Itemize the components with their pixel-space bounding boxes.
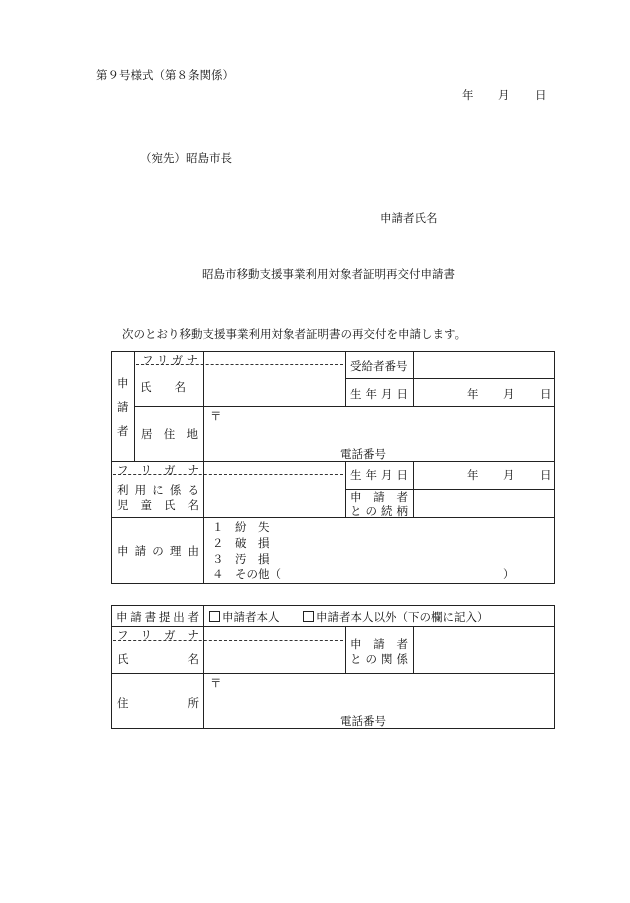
address-label: 居 住 地 <box>141 427 198 441</box>
child-name-label-2: 児 童 氏 名 <box>117 498 199 512</box>
relation-label-1: 申 請 者 <box>350 490 408 504</box>
intro-text: 次のとおり移動支援事業利用対象者証明書の再交付を申請します。 <box>122 327 467 341</box>
name-label: 氏 名 <box>140 380 186 394</box>
submitter-relation-label-2: と の 関 係 <box>350 652 408 666</box>
applicant-vertical-1: 申 <box>117 376 129 390</box>
applicant-vertical-2: 請 <box>117 400 129 414</box>
submitter-postal-mark: 〒 <box>210 676 222 690</box>
checkbox-self[interactable] <box>209 611 220 622</box>
child-birth-day: 日 <box>540 468 552 482</box>
option-other-label: 申請者本人以外（下の欄に記入） <box>316 610 489 624</box>
birth-date-label-2: 生 年 月 日 <box>350 468 408 482</box>
birth-date-label: 生 年 月 日 <box>350 387 408 401</box>
submitter-address-label: 住 所 <box>117 696 199 710</box>
submitter-phone-label: 電話番号 <box>340 714 386 728</box>
date-day: 日 <box>535 88 547 102</box>
child-birth-month: 月 <box>503 468 515 482</box>
form-number: 第９号様式（第８条関係） <box>96 68 234 82</box>
reason-lost: １ 紛 失 <box>212 520 270 534</box>
relation-label-2: と の 続 柄 <box>350 504 408 518</box>
child-name-label-1: 利 用 に 係 る <box>117 483 199 497</box>
option-self[interactable] <box>209 609 280 625</box>
submitter-name-label: 氏 名 <box>117 652 199 666</box>
date-year: 年 <box>462 88 474 102</box>
phone-label: 電話番号 <box>340 447 386 461</box>
submitter-furigana-label: フ リ ガ ナ <box>117 628 199 642</box>
reason-other: ４ その他（ <box>212 567 281 581</box>
birth-year: 年 <box>467 387 479 401</box>
reason-other-close: ） <box>503 567 515 581</box>
reason-stained: ３ 汚 損 <box>212 552 270 566</box>
applicant-name-label: 申請者氏名 <box>380 211 438 225</box>
furigana-label: フ リ ガ ナ <box>142 353 198 367</box>
recipient-number-label: 受給者番号 <box>350 359 408 373</box>
applicant-vertical-3: 者 <box>117 424 129 438</box>
submitter-label: 申 請 書 提 出 者 <box>116 610 199 624</box>
option-self-label: 申請者本人 <box>222 610 280 624</box>
checkbox-other[interactable] <box>303 611 314 622</box>
reason-label: 申 請 の 理 由 <box>117 544 199 558</box>
option-other[interactable] <box>303 609 489 625</box>
addressee: （宛先）昭島市長 <box>140 151 232 165</box>
submitter-relation-label-1: 申 請 者 <box>350 637 408 651</box>
furigana-label-2: フ リ ガ ナ <box>117 463 199 477</box>
birth-day: 日 <box>540 387 552 401</box>
birth-month: 月 <box>503 387 515 401</box>
postal-mark: 〒 <box>210 409 222 423</box>
child-birth-year: 年 <box>467 468 479 482</box>
document-title: 昭島市移動支援事業利用対象者証明再交付申請書 <box>202 267 455 281</box>
date-month: 月 <box>498 88 510 102</box>
reason-broken: ２ 破 損 <box>212 536 270 550</box>
